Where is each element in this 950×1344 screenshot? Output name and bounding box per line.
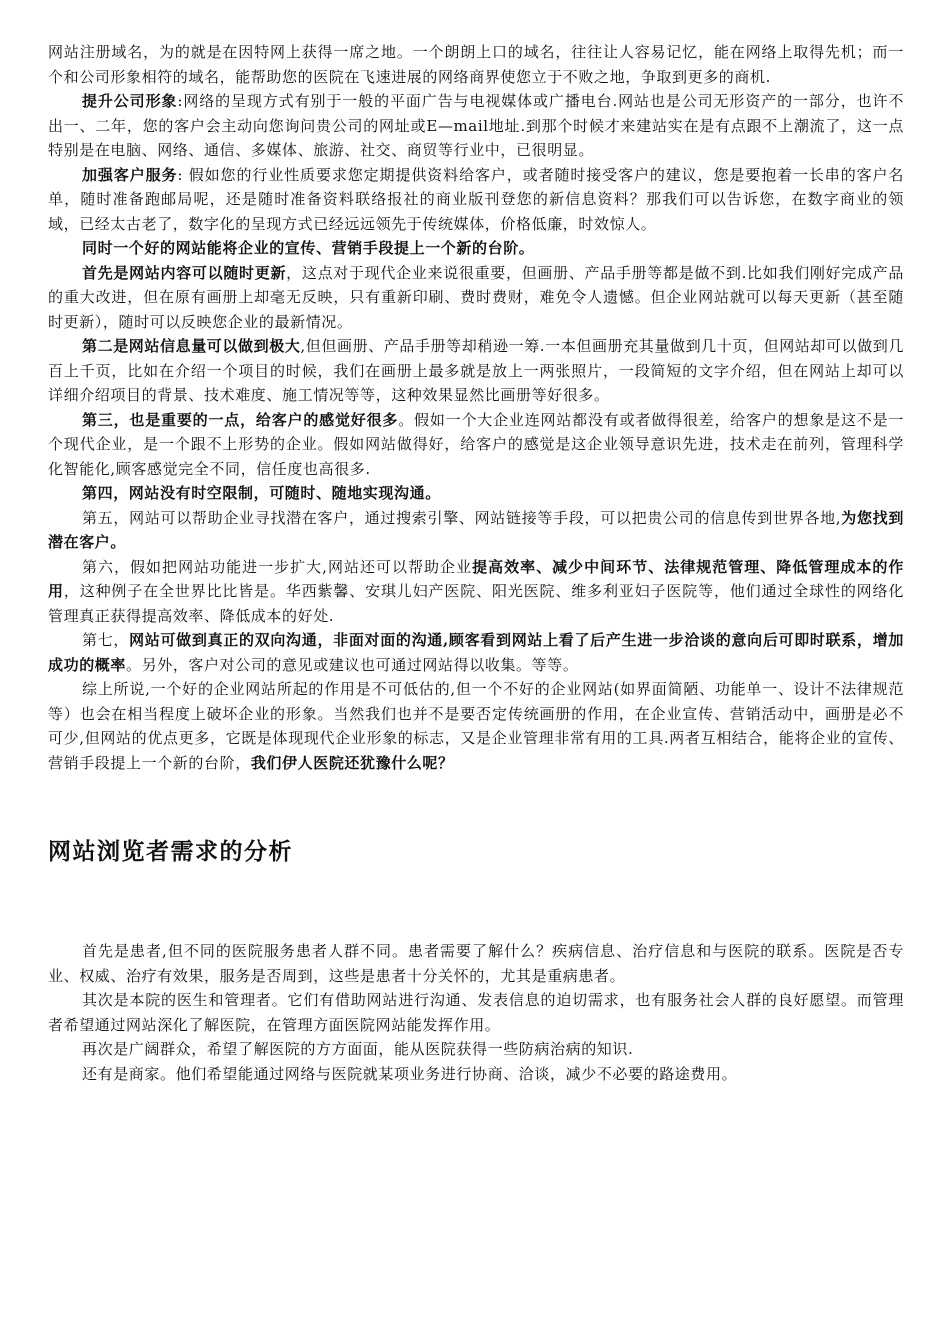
bold-text: 提高效率、减少中间环节、法律规范管理、降低管理成本的作用 [48,557,904,600]
section-visitor-needs [48,939,904,1086]
bold-text: 为您找到潜在客户。 [48,508,904,551]
paragraph-company-image [48,89,904,163]
paragraph-domain [48,40,904,89]
paragraph-customer-service [48,163,904,237]
bold-lead: 加强客户服务 [82,165,178,184]
paragraph-summary-statement [48,236,904,261]
paragraph-point-6 [48,555,904,629]
paragraph-conclusion [48,677,904,775]
paragraph-text: : 假如您的行业性质要求您定期提供资料给客户，或者随时接受客户的建议，您是要抱着一长串的客户名单，随时准备跑邮局呢，还是随时准备资料联络报社的商业版刊登您的新信息资料？那我们可以告诉您，在数字商业的领域，已经太古老了，数字化的呈现方式已经远远领先于传统媒体，价格低廉，时效惊人。 [48,165,905,233]
paragraph-text: 。假如一个大企业连网站都没有或者做得很差，给客户的想象是这不是一个现代企业，是一个跟不上形势的企业。假如网站做得好，给客户的感觉是这企业领导意识先进，技术走在前列，管理科学化智能化,顾客感觉完全不同，信任度也高很多. [48,410,904,478]
paragraph-text: :网络的呈现方式有别于一般的平面广告与电视媒体或广播电台.网站也是公司无形资产的一部分，也许不出一、二年，您的客户会主动向您询问贵公司的网址或E—mail地址.到那个时候才来建站实在是有点跟不上潮流了，这一点特别是在电脑、网络、通信、多媒体、旅游、社交、商贸等行业中，已很明显。 [48,92,904,159]
bold-text: 网站可做到真正的双向沟通，非面对面的沟通,顾客看到网站上看了后产生进一步洽谈的意向后可即时联系，增加成功的概率 [48,631,904,674]
paragraph-text: 综上所说,一个好的企业网站所起的作用是不可低估的,但一个不好的企业网站(如界面简陋、功能单一、设计不法律规范等）也会在相当程度上破坏企业的形象。当然我们也并不是要否定传统画册的作用，在企业宣传、营销活动中，画册是必不可少,但网站的优点更多，它既是体现现代企业形象的标志，又是企业管理非常有用的工具.两者互相结合，能将企业的宣传、营销手段提上一个新的台阶， [48,680,904,772]
bold-text: 我们伊人医院还犹豫什么呢？ [250,753,454,772]
paragraph-text: 第五，网站可以帮助企业寻找潜在客户，通过搜索引擎、网站链接等手段，可以把贵公司的信息传到世界各地, [82,508,842,527]
section-heading: 网站浏览者需求的分析 [48,838,293,865]
paragraph-point-3 [48,408,904,482]
paragraph-point-1 [48,261,904,335]
paragraph-text: ，这种例子在全世界比比皆是。华西紫馨、安琪儿妇产医院、阳光医院、维多利亚妇子医院等，他们通过全球性的网络化管理真正获得提高效率、降低成本的好处. [48,582,904,625]
paragraph-point-5 [48,506,904,555]
paragraph-staff: 其次是本院的医生和管理者。它们有借助网站进行沟通、发表信息的迫切需求，也有服务社会人群的良好愿望。而管理者希望通过网站深化了解医院，在管理方面医院网站能发挥作用。 [48,991,904,1034]
paragraph-point-4 [48,481,904,506]
paragraph-text: 。另外，客户对公司的意见或建议也可通过网站得以收集。等等。 [126,655,579,674]
paragraph-text: 第七， [82,631,130,649]
bold-lead: 第二是网站信息量可以做到极大 [82,337,301,355]
paragraph-text: ,但但画册、产品手册等却稍逊一筹.一本但画册充其量做到几十页，但网站却可以做到几百上千页，比如在介绍一个项目的时候，我们在画册上最多就是放上一两张照片，一段简短的文字介绍，但在网站上却可以详细介绍项目的背景、技术难度、施工情况等等，这种效果显然比画册等好很多。 [48,337,904,404]
paragraph-text: 第六，假如把网站功能进一步扩大,网站还可以帮助企业 [82,557,473,576]
bold-lead: 第四，网站没有时空限制，可随时、随地实现沟通。 [82,484,441,502]
paragraph-public: 再次是广阔群众，希望了解医院的方方面面，能从医院获得一些防病治病的知识. [82,1040,634,1058]
paragraph-point-7 [48,628,904,677]
bold-lead: 第三，也是重要的一点，给客户的感觉好很多 [82,410,399,429]
bold-lead: 同时一个好的网站能将企业的宣传、营销手段提上一个新的台阶。 [82,239,535,257]
paragraph-merchants: 还有是商家。他们希望能通过网络与医院就某项业务进行协商、洽谈，减少不必要的路途费用。 [82,1064,738,1083]
bold-lead: 首先是网站内容可以随时更新 [82,263,287,282]
paragraph-text: ，这点对于现代企业来说很重要，但画册、产品手册等都是做不到.比如我们刚好完成产品的重大改进，但在原有画册上却毫无反映，只有重新印刷、费时费财，难免令人遗憾。但企业网站就可以每天更新（甚至随时更新），随时可以反映您企业的最新情况。 [48,263,904,331]
paragraph-patients: 首先是患者,但不同的医院服务患者人群不同。患者需要了解什么？疾病信息、治疗信息和与医院的联系。医院是否专业、权威、治疗有效果，服务是否周到，这些是患者十分关怀的，尤其是重病患者。 [48,942,904,985]
paragraph-text: 网站注册域名，为的就是在因特网上获得一席之地。一个朗朗上口的域名，往往让人容易记忆，能在网络上取得先机；而一个和公司形象相符的域名，能帮助您的医院在飞速进展的网络商界使您立于不败之地，争取到更多的商机. [48,43,904,86]
bold-lead: 提升公司形象 [82,92,178,110]
paragraph-point-2 [48,334,904,408]
